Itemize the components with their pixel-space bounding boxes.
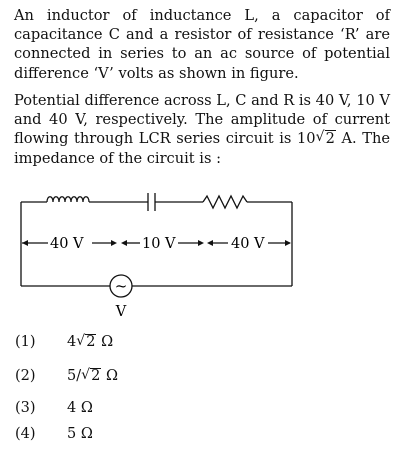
option-text: 4 Ω [67,400,93,416]
option-number: (1) [15,334,36,350]
question-paragraph-1: An inductor of inductance L, a capacitor of capacitance C and a resistor of resistance ‘R’ are connected in series to an ac source of potential difference ‘V’ volts as shown in figure. [14,7,390,82]
option-text: 5 Ω [67,426,93,442]
source-voltage-label: V [115,304,127,320]
question-text: Potential difference across L, C and R is 40 V, 10 V and 40 V, respectively. The amplitude of current flowing through LCR series circuit is [14,92,390,148]
sqrt-symbol: √ 2 [76,333,96,350]
sqrt-symbol: √ 2 [81,367,101,384]
option-number: (2) [15,368,36,384]
ac-source-tilde: ~ [114,277,128,295]
inductor-symbol [47,197,89,202]
current-coefficient: 10 [296,130,316,148]
voltage-label-C: 10 V [142,236,176,252]
option-unit: Ω [96,334,114,350]
current-radicand: 2 [325,130,335,148]
resistor-symbol [203,196,247,208]
option-coefficient: 4 [67,334,77,350]
option-coefficient: 5/ [67,368,82,384]
voltage-label-L: 40 V [50,236,84,252]
sqrt-symbol: √ 2 [315,129,335,148]
option-number: (4) [15,426,36,442]
circuit-diagram [0,190,404,322]
question-paragraph-2 [14,91,390,168]
voltage-label-R: 40 V [231,236,265,252]
option-number: (3) [15,400,36,416]
option-radicand: 2 [91,368,101,384]
option-radicand: 2 [86,334,96,350]
option-unit: Ω [101,368,118,384]
question-text-end: A. The impedance of the circuit is : [14,130,390,167]
